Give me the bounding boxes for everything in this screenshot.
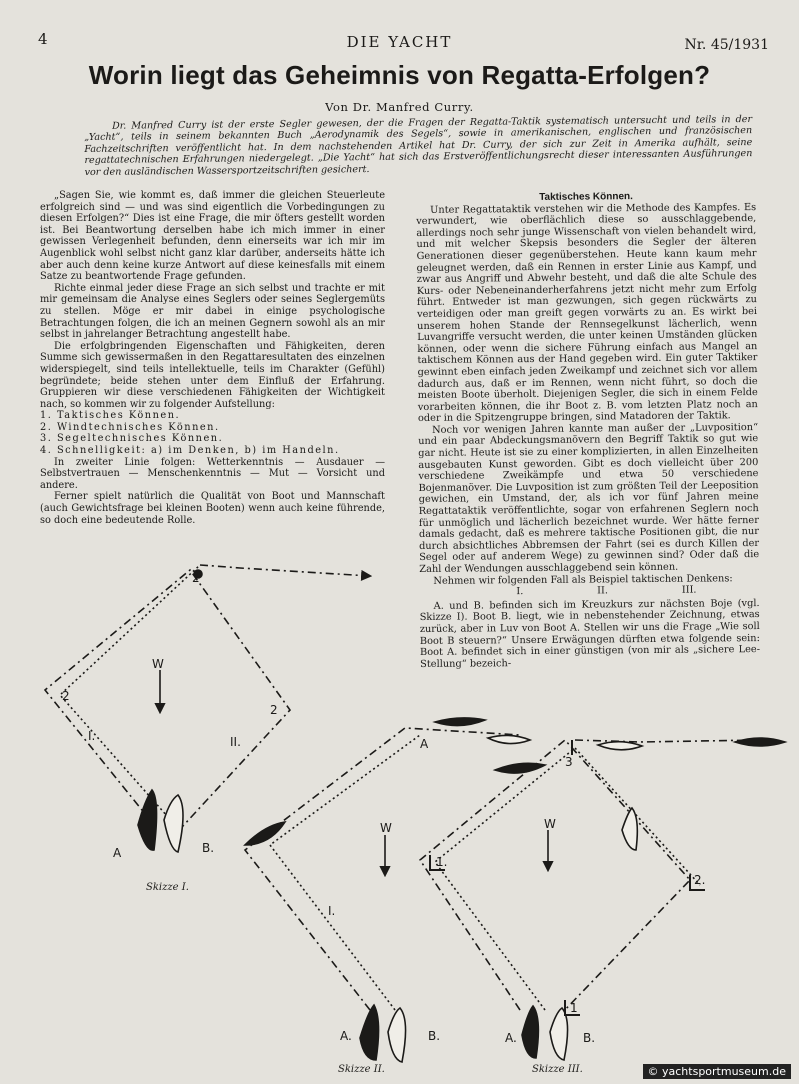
page-number: 4 — [38, 30, 48, 48]
intro-paragraph: Dr. Manfred Curry ist der erste Segler gewesen, der die Fragen der Regatta-Taktik systematisch untersucht und teils in der „Yacht“, teils in seinem bekannten Buch „Aerodynamik des Segels“, sowie in amerikanischen, englischen und französischen Fachzeitschriften veröffentlicht hat. In dem nachstehenden Artikel hat Dr. Curry, der sich zur Zeit in Amerika aufhält, seine regattatechnischen Erfahrungen niedergelegt. „Die Yacht“ hat sich das Erstveröffentlichungsrecht dieser interessanten Ausführungen vor den ausländischen Wassersportzeitschriften gesichert. — [84, 114, 753, 178]
left-paragraph: Die erfolgbringenden Eigenschaften und Fähigkeiten, deren Summe sich gewissermaßen in den Regattaresultaten des einzelnen widerspiegelt, sind teils intellektuelle, teils im Charakter (Gefühl) begründete; beide stehen unter dem Einfluß der Erfahrung. Gruppieren wir diese verschiedenen Fähigkeiten der Wichtigkeit nach, so kommen wir zu folgender Aufstellung: — [40, 340, 385, 410]
sketch2-caption: Skizze II. — [338, 1064, 385, 1075]
sketch1-wind-label: W — [152, 657, 164, 671]
course-extension — [200, 565, 370, 576]
right-paragraph: Nehmen wir folgenden Fall als Beispiel taktischen Denkens: — [433, 572, 733, 587]
boat-a-icon — [360, 1005, 379, 1060]
sketch3-caption: Skizze III. — [532, 1064, 583, 1075]
position-label: II. — [597, 585, 609, 597]
position-label: III. — [681, 584, 697, 596]
sketch2-boat-a-label: A. — [340, 1029, 352, 1043]
course-path-b — [435, 748, 700, 1010]
position-label: I. — [516, 586, 524, 598]
sketch1-boat-b-label: B. — [202, 841, 215, 855]
course-path-b — [60, 565, 200, 825]
boat-b-icon — [488, 735, 530, 743]
section-heading: Taktisches Können. — [539, 191, 633, 203]
list-item: 3. Segeltechnisches Können. — [40, 433, 224, 445]
article-title: Worin liegt das Geheimnis von Regatta-Erfolgen? — [88, 60, 711, 90]
sketch2-wind-label: W — [380, 821, 392, 835]
sketch1-mark-1-label: 2 — [62, 689, 70, 703]
boat-a-icon — [735, 738, 785, 746]
left-paragraph: Richte einmal jeder diese Frage an sich selbst und trachte er mit mir gemeinsam die Analyse eines Seglers oder seines Seglergemüts zu stellen. Möge er mir dabei in einige psychologische Betrachtungen folgen, die ich an meinen Gegnern sowohl als an mir selbst in jahrelanger Betrachtung angestellt habe. — [40, 282, 385, 341]
sketch2-mark-label: A — [420, 737, 429, 751]
boat-a-icon — [522, 1006, 538, 1058]
sketch3-mark-4-label: 1 — [570, 1001, 578, 1015]
list-item: 4. Schnelligkeit: a) im Denken, b) im Handeln. — [40, 445, 340, 457]
list-item: 1. Taktisches Können. — [40, 410, 181, 422]
sketch1-mark-2-label: 2 — [270, 703, 278, 717]
boat-a-icon — [245, 822, 285, 845]
right-paragraph: A. und B. befinden sich im Kreuzkurs zur nächsten Boje (vgl. Skizze I). Boot B. liegt, wie in nebenstehender Zeichnung, etwas zurück, aber in Luv von Boot A. Stellen wir uns die Frage „Wie soll Boot B steuern?“ Unsere Erwägungen dürften etwa folgende sein: Boot A. befindet sich in einer günstigen (von mir als „sichere Lee-Stellung“ bezeich- — [419, 597, 761, 670]
boat-a-icon — [435, 718, 485, 726]
sketch3-mark-1-label: 1. — [436, 855, 448, 869]
byline: Von Dr. Manfred Curry. — [325, 100, 474, 114]
magazine-title: DIE YACHT — [346, 33, 453, 51]
sketch2-leg-1-label: I. — [328, 904, 336, 918]
sketch3-boat-b-label: B. — [583, 1031, 596, 1045]
course-extension — [575, 740, 760, 742]
course-path-a — [420, 740, 690, 1015]
course-path-b — [270, 735, 420, 1010]
sketch3-boat-a-label: A. — [505, 1031, 517, 1045]
boat-b-icon — [598, 742, 642, 750]
sketch1-leg-2-label: II. — [230, 735, 241, 749]
boat-a-icon — [138, 790, 157, 850]
sketch3-mark-3-label: 3 — [565, 755, 573, 769]
sketch1-boat-a-label: A — [113, 846, 122, 860]
sketch1-mark-3-label: 2 — [192, 571, 200, 585]
sketch1-caption: Skizze I. — [146, 882, 189, 893]
boat-b-icon — [622, 808, 637, 850]
list-item: 2. Windtechnisches Können. — [40, 421, 220, 433]
boat-b-icon — [388, 1008, 406, 1062]
watermark: © yachtsportmuseum.de — [643, 1064, 791, 1079]
sketch3-mark-2-label: 2. — [694, 873, 706, 887]
sketch-1 — [45, 565, 370, 852]
left-paragraph: „Sagen Sie, wie kommt es, daß immer die gleichen Steuerleute erfolgreich sind — und was sind eigentlich die Vorbedingungen zu diesen Erfolgen?“ Dies ist eine Frage, die mir öfters gestellt worden ist. Bei Beantwortung derselben habe ich mich immer in einer gewissen Verlegenheit befunden, denn einerseits war ich mir im Augenblick wohl selbst nicht ganz klar darüber, anderseits hätte ich aber auch denn keine kurze Antwort auf diese keinesfalls mit einem Satze zu beantwortende Frage gefunden. — [40, 190, 385, 283]
boat-b-icon — [164, 795, 183, 852]
sketch2-boat-b-label: B. — [428, 1029, 441, 1043]
left-paragraph: In zweiter Linie folgen: Wetterkenntnis — Ausdauer — Selbstvertrauen — Menschenkenntnis — Mut — Vorsicht und andere. — [40, 456, 385, 491]
course-path-a — [245, 728, 520, 1010]
issue-number: Nr. 45/1931 — [684, 37, 769, 53]
left-paragraph: Ferner spielt natürlich die Qualität von Boot und Mannschaft (auch Gewichtsfrage bei kleinen Booten) wenn auch keine führende, so doch eine bedeutende Rolle. — [40, 491, 385, 526]
right-paragraph: Unter Regattataktik verstehen wir die Methode des Kampfes. Es verwundert, wie oberflächlich diese so ausschlaggebende, allerdings noch sehr junge Wissenschaft von vielen behandelt wird, und mit welcher Skepsis besonders die Segler der älteren Generationen dieser gegenüberstehen. Heute kann kaum mehr geleugnet werden, daß ein Rennen in erster Linie aus Kampf, und zwar aus Angriff und Abwehr besteht, und daß die alte Schule des Kurs- oder Nebeneinanderherfahrens jetzt nicht mehr zum Erfolg führt. Entweder ist man gezwungen, sich gegen rückwärts zu verteidigen oder man greift gegen vorwärts zu an. Es wirkt bei unserem hohen Stande der Rennsegelkunst lächerlich, wenn Luvangriffe versucht werden, die unter keinen Umständen glücken können, oder wenn die sichere Führung einfach aus Mangel an taktischem Können aus der Hand gegeben wird. Ein guter Taktiker gewinnt eben einfach jeden Zweikampf und zeichnet sich vor allem dadurch aus, daß er im Rennen, wenn nicht führt, so doch die meisten Boote überholt. Diejenigen Segler, die sich in einem Felde vorarbeiten können, die ihr Boot z. B. vom letzten Platz noch an oder in die Spitzengruppe bringen, sind Matadoren der Taktik. — [416, 201, 758, 425]
right-paragraph: Noch vor wenigen Jahren kannte man außer der „Luvposition“ und ein paar Abdeckungsmanövern den Begriff Taktik so gut wie gar nicht. Heute ist sie zu einer komplizierten, in allen Einzelheiten ausgebauten Kunst geworden. Gibt es doch vielleicht über 200 verschiedene Zweikämpfe und etwa 50 verschiedene Bojenmanöver. Die Luvposition ist zum größten Teil der Leeposition gewichen, ein Umstand, der, als ich vor fünf Jahren meine Regattataktik veröffentlichte, sogar von erfahrenen Seglern noch für unmöglich und lächerlich bezeichnet wurde. Wer hätte ferner damals gedacht, daß es mehrere taktische Positionen gibt, die nur durch absichtliches Abbremsen der Fahrt (sei es durch Killen der Segel oder auf anderem Wege) zu gewinnen sind? Oder daß die Zahl der Wendungen ausschlaggebend sein können. — [418, 421, 760, 575]
course-path-a — [45, 570, 290, 840]
sketch3-wind-label: W — [544, 817, 556, 831]
boat-a-icon — [495, 763, 545, 773]
sketch-2 — [245, 718, 530, 1062]
sketch1-leg-1-label: I. — [88, 729, 96, 743]
sketch-3 — [420, 738, 785, 1060]
